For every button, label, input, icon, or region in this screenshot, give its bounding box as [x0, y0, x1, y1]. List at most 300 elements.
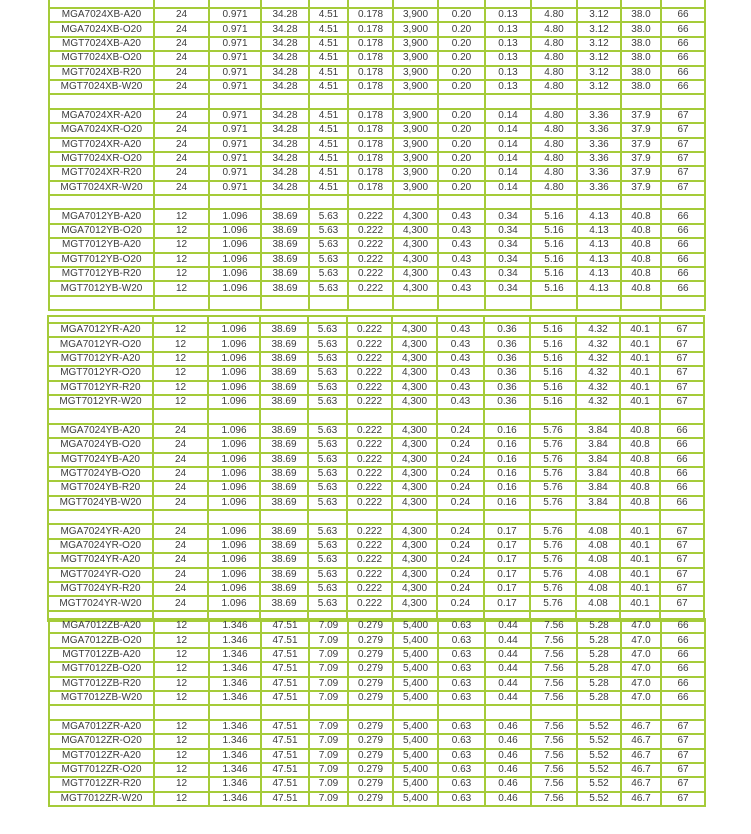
value-cell: 40.1	[620, 596, 660, 610]
value-cell: 3,900	[393, 109, 438, 123]
value-cell: 5.63	[308, 524, 347, 538]
value-cell: 1.346	[209, 734, 261, 748]
value-cell: 67	[661, 792, 705, 806]
part-number-cell: MGA7012ZB-A20	[49, 619, 154, 633]
blank-cell	[577, 296, 621, 310]
value-cell: 3.84	[576, 453, 620, 467]
blank-cell	[209, 296, 261, 310]
value-cell: 0.44	[485, 648, 531, 662]
value-cell: 38.69	[261, 253, 309, 267]
value-cell: 7.56	[531, 633, 577, 647]
value-cell: 7.56	[531, 792, 577, 806]
value-cell: 3.12	[577, 66, 621, 80]
value-cell: 38.69	[260, 352, 308, 366]
value-cell: 3.84	[576, 424, 620, 438]
value-cell: 0.24	[437, 553, 484, 567]
table-row	[48, 553, 704, 567]
value-cell: 5.76	[530, 553, 576, 567]
part-number-cell: MGT7012ZR-W20	[49, 792, 154, 806]
part-number-cell: MGT7024YR-O20	[48, 568, 153, 582]
part-number-cell: MGT7012YR-A20	[48, 352, 153, 366]
value-cell: 1.096	[208, 496, 260, 510]
value-cell: 5.16	[531, 224, 577, 238]
value-cell: 0.222	[347, 453, 392, 467]
value-cell: 0.178	[348, 152, 393, 166]
value-cell: 24	[153, 539, 208, 553]
value-cell: 1.346	[209, 633, 261, 647]
value-cell: 0.20	[438, 22, 485, 36]
value-cell: 47.0	[621, 691, 661, 705]
value-cell: 5.28	[577, 633, 621, 647]
value-cell: 4.32	[576, 352, 620, 366]
blank-cell	[154, 296, 209, 310]
value-cell: 0.222	[347, 366, 392, 380]
value-cell: 66	[661, 22, 705, 36]
value-cell: 67	[660, 568, 704, 582]
part-number-cell: MGT7024YB-A20	[48, 453, 153, 467]
value-cell: 7.09	[309, 720, 348, 734]
blank-cell	[530, 316, 576, 323]
value-cell: 66	[660, 438, 704, 452]
value-cell: 47.51	[261, 648, 309, 662]
value-cell: 1.346	[209, 691, 261, 705]
value-cell: 0.279	[348, 792, 393, 806]
value-cell: 0.17	[484, 582, 530, 596]
value-cell: 4.51	[309, 166, 348, 180]
part-number-cell: MGT7012ZB-R20	[49, 677, 154, 691]
table-row	[49, 66, 705, 80]
value-cell: 24	[153, 496, 208, 510]
part-number-cell: MGT7012YB-A20	[49, 238, 154, 252]
blank-cell	[393, 195, 438, 209]
value-cell: 0.20	[438, 152, 485, 166]
value-cell: 0.43	[438, 267, 485, 281]
value-cell: 1.096	[209, 267, 261, 281]
blank-cell	[661, 296, 705, 310]
value-cell: 5.63	[308, 596, 347, 610]
value-cell: 0.222	[348, 238, 393, 252]
value-cell: 1.096	[209, 281, 261, 295]
value-cell: 67	[661, 734, 705, 748]
table-row	[48, 539, 704, 553]
value-cell: 34.28	[261, 123, 309, 137]
value-cell: 0.63	[438, 619, 485, 633]
blank-cell	[438, 0, 485, 8]
value-cell: 0.14	[485, 166, 531, 180]
value-cell: 7.56	[531, 677, 577, 691]
value-cell: 24	[153, 524, 208, 538]
value-cell: 0.24	[437, 467, 484, 481]
value-cell: 4,300	[393, 281, 438, 295]
blank-cell	[484, 510, 530, 524]
value-cell: 5,400	[393, 691, 438, 705]
value-cell: 0.971	[209, 166, 261, 180]
value-cell: 34.28	[261, 37, 309, 51]
value-cell: 46.7	[621, 720, 661, 734]
blank-cell	[49, 296, 154, 310]
value-cell: 0.24	[437, 481, 484, 495]
blank-cell	[531, 195, 577, 209]
value-cell: 3.12	[577, 8, 621, 22]
part-number-cell: MGA7024YR-O20	[48, 539, 153, 553]
part-number-cell: MGT7024YR-W20	[48, 596, 153, 610]
value-cell: 7.09	[309, 763, 348, 777]
value-cell: 67	[660, 524, 704, 538]
value-cell: 0.34	[485, 238, 531, 252]
value-cell: 4.51	[309, 51, 348, 65]
value-cell: 7.09	[309, 691, 348, 705]
value-cell: 12	[154, 691, 209, 705]
value-cell: 47.51	[261, 777, 309, 791]
value-cell: 24	[154, 152, 209, 166]
value-cell: 0.46	[485, 792, 531, 806]
value-cell: 3.84	[576, 481, 620, 495]
value-cell: 40.8	[621, 209, 661, 223]
value-cell: 5,400	[393, 677, 438, 691]
blank-cell	[309, 705, 348, 719]
value-cell: 12	[153, 323, 208, 337]
value-cell: 38.69	[260, 539, 308, 553]
value-cell: 0.279	[348, 633, 393, 647]
value-cell: 47.0	[621, 662, 661, 676]
blank-cell	[577, 94, 621, 108]
value-cell: 5,400	[393, 619, 438, 633]
blank-cell	[621, 705, 661, 719]
value-cell: 4.51	[309, 22, 348, 36]
blank-cell	[309, 296, 348, 310]
value-cell: 66	[660, 424, 704, 438]
value-cell: 0.24	[437, 582, 484, 596]
value-cell: 4,300	[393, 224, 438, 238]
blank-cell	[153, 316, 208, 323]
value-cell: 0.24	[437, 496, 484, 510]
value-cell: 0.14	[485, 123, 531, 137]
value-cell: 7.09	[309, 677, 348, 691]
value-cell: 5.16	[530, 381, 576, 395]
value-cell: 4.13	[577, 224, 621, 238]
value-cell: 5.63	[308, 539, 347, 553]
blank-cell	[621, 195, 661, 209]
blank-cell	[260, 510, 308, 524]
value-cell: 7.56	[531, 619, 577, 633]
value-cell: 4.32	[576, 337, 620, 351]
value-cell: 38.0	[621, 51, 661, 65]
value-cell: 0.13	[485, 22, 531, 36]
blank-cell	[154, 705, 209, 719]
value-cell: 4.51	[309, 37, 348, 51]
value-cell: 0.222	[347, 467, 392, 481]
value-cell: 67	[660, 596, 704, 610]
blank-cell	[485, 296, 531, 310]
value-cell: 38.69	[260, 467, 308, 481]
value-cell: 24	[154, 22, 209, 36]
value-cell: 0.46	[485, 734, 531, 748]
table-row	[49, 662, 705, 676]
value-cell: 0.16	[484, 481, 530, 495]
value-cell: 12	[153, 366, 208, 380]
value-cell: 40.1	[620, 352, 660, 366]
value-cell: 0.36	[484, 337, 530, 351]
value-cell: 38.69	[260, 553, 308, 567]
value-cell: 5.63	[308, 395, 347, 409]
value-cell: 66	[661, 209, 705, 223]
value-cell: 38.0	[621, 80, 661, 94]
value-cell: 24	[154, 123, 209, 137]
value-cell: 0.222	[348, 281, 393, 295]
value-cell: 5.16	[530, 366, 576, 380]
value-cell: 4.32	[576, 395, 620, 409]
value-cell: 5.63	[308, 481, 347, 495]
value-cell: 0.971	[209, 123, 261, 137]
blank-cell	[309, 0, 348, 8]
table-row	[49, 22, 705, 36]
value-cell: 40.1	[620, 337, 660, 351]
value-cell: 1.346	[209, 648, 261, 662]
table-row	[48, 424, 704, 438]
value-cell: 0.178	[348, 80, 393, 94]
value-cell: 66	[660, 467, 704, 481]
value-cell: 1.096	[209, 209, 261, 223]
table-row	[48, 395, 704, 409]
table-row	[49, 267, 705, 281]
blank-cell	[484, 409, 530, 423]
value-cell: 0.43	[438, 224, 485, 238]
value-cell: 38.0	[621, 22, 661, 36]
table-row	[49, 677, 705, 691]
value-cell: 12	[154, 763, 209, 777]
part-number-cell: MGA7024YB-A20	[48, 424, 153, 438]
value-cell: 67	[660, 395, 704, 409]
value-cell: 7.09	[309, 619, 348, 633]
value-cell: 4,300	[392, 395, 437, 409]
value-cell: 4.08	[576, 553, 620, 567]
value-cell: 4,300	[392, 323, 437, 337]
value-cell: 4.08	[576, 568, 620, 582]
blank-cell	[660, 409, 704, 423]
value-cell: 0.222	[347, 553, 392, 567]
value-cell: 67	[661, 123, 705, 137]
value-cell: 67	[661, 138, 705, 152]
value-cell: 5.76	[530, 453, 576, 467]
part-number-cell: MGT7012YR-R20	[48, 381, 153, 395]
value-cell: 3,900	[393, 51, 438, 65]
value-cell: 5.63	[309, 281, 348, 295]
table-row	[49, 633, 705, 647]
value-cell: 0.46	[485, 720, 531, 734]
table-row	[49, 734, 705, 748]
value-cell: 24	[154, 8, 209, 22]
value-cell: 0.20	[438, 123, 485, 137]
value-cell: 0.20	[438, 80, 485, 94]
part-number-cell: MGT7012YR-O20	[48, 366, 153, 380]
value-cell: 67	[661, 777, 705, 791]
value-cell: 0.222	[347, 438, 392, 452]
value-cell: 0.20	[438, 109, 485, 123]
table-row	[49, 109, 705, 123]
value-cell: 4,300	[392, 366, 437, 380]
value-cell: 5.52	[577, 720, 621, 734]
value-cell: 5.76	[530, 481, 576, 495]
value-cell: 4,300	[392, 352, 437, 366]
part-number-cell: MGT7012ZR-O20	[49, 763, 154, 777]
value-cell: 4,300	[392, 424, 437, 438]
separator-row	[49, 296, 705, 310]
blank-cell	[261, 705, 309, 719]
value-cell: 3.36	[577, 152, 621, 166]
value-cell: 7.09	[309, 777, 348, 791]
value-cell: 24	[153, 596, 208, 610]
value-cell: 7.09	[309, 734, 348, 748]
value-cell: 0.43	[437, 366, 484, 380]
table-row	[49, 166, 705, 180]
value-cell: 46.7	[621, 734, 661, 748]
value-cell: 67	[661, 749, 705, 763]
value-cell: 3.36	[577, 109, 621, 123]
part-number-cell: MGT7024YB-O20	[48, 467, 153, 481]
value-cell: 66	[661, 662, 705, 676]
value-cell: 4,300	[393, 253, 438, 267]
table-row	[48, 352, 704, 366]
value-cell: 1.096	[208, 481, 260, 495]
value-cell: 37.9	[621, 109, 661, 123]
value-cell: 0.222	[347, 381, 392, 395]
table-row	[48, 596, 704, 610]
value-cell: 7.56	[531, 648, 577, 662]
value-cell: 12	[154, 777, 209, 791]
value-cell: 0.222	[347, 524, 392, 538]
part-number-cell: MGT7012ZR-R20	[49, 777, 154, 791]
value-cell: 4,300	[392, 337, 437, 351]
value-cell: 5.76	[530, 467, 576, 481]
part-number-cell: MGA7012YB-O20	[49, 224, 154, 238]
value-cell: 5.16	[530, 337, 576, 351]
value-cell: 1.096	[208, 453, 260, 467]
value-cell: 3.12	[577, 80, 621, 94]
value-cell: 1.346	[209, 677, 261, 691]
value-cell: 4.13	[577, 238, 621, 252]
value-cell: 0.222	[347, 596, 392, 610]
value-cell: 5.63	[308, 496, 347, 510]
value-cell: 12	[154, 224, 209, 238]
value-cell: 5.63	[308, 582, 347, 596]
value-cell: 34.28	[261, 8, 309, 22]
value-cell: 0.971	[209, 109, 261, 123]
value-cell: 12	[153, 337, 208, 351]
value-cell: 47.51	[261, 720, 309, 734]
value-cell: 38.69	[260, 395, 308, 409]
value-cell: 38.69	[261, 238, 309, 252]
value-cell: 0.222	[347, 337, 392, 351]
value-cell: 67	[660, 381, 704, 395]
blank-cell	[437, 316, 484, 323]
value-cell: 4.80	[531, 166, 577, 180]
value-cell: 46.7	[621, 763, 661, 777]
value-cell: 0.14	[485, 138, 531, 152]
value-cell: 4.13	[577, 281, 621, 295]
value-cell: 4,300	[392, 539, 437, 553]
table-row	[48, 366, 704, 380]
value-cell: 24	[153, 582, 208, 596]
value-cell: 0.63	[438, 633, 485, 647]
value-cell: 0.43	[438, 253, 485, 267]
blank-cell	[576, 510, 620, 524]
value-cell: 12	[154, 281, 209, 295]
value-cell: 0.34	[485, 224, 531, 238]
spec-table-section-3	[48, 618, 706, 807]
value-cell: 67	[660, 323, 704, 337]
blank-cell	[261, 296, 309, 310]
value-cell: 40.8	[621, 267, 661, 281]
value-cell: 0.13	[485, 8, 531, 22]
value-cell: 1.096	[208, 438, 260, 452]
value-cell: 0.44	[485, 677, 531, 691]
value-cell: 4,300	[392, 524, 437, 538]
value-cell: 5.28	[577, 662, 621, 676]
blank-cell	[347, 510, 392, 524]
value-cell: 67	[661, 109, 705, 123]
table-row	[48, 582, 704, 596]
value-cell: 1.346	[209, 777, 261, 791]
value-cell: 4.08	[576, 539, 620, 553]
value-cell: 37.9	[621, 138, 661, 152]
value-cell: 66	[661, 691, 705, 705]
value-cell: 0.13	[485, 37, 531, 51]
value-cell: 38.69	[260, 596, 308, 610]
table-row	[48, 524, 704, 538]
value-cell: 0.17	[484, 553, 530, 567]
blank-cell	[393, 296, 438, 310]
part-number-cell: MGT7012ZB-W20	[49, 691, 154, 705]
value-cell: 5.52	[577, 749, 621, 763]
value-cell: 0.971	[209, 37, 261, 51]
value-cell: 0.63	[438, 792, 485, 806]
value-cell: 1.096	[208, 395, 260, 409]
value-cell: 12	[153, 395, 208, 409]
value-cell: 7.56	[531, 734, 577, 748]
value-cell: 0.34	[485, 253, 531, 267]
value-cell: 24	[154, 66, 209, 80]
value-cell: 4.51	[309, 123, 348, 137]
value-cell: 24	[154, 138, 209, 152]
value-cell: 1.096	[208, 467, 260, 481]
value-cell: 0.63	[438, 763, 485, 777]
value-cell: 0.46	[485, 777, 531, 791]
value-cell: 0.20	[438, 66, 485, 80]
value-cell: 66	[661, 677, 705, 691]
value-cell: 0.63	[438, 734, 485, 748]
value-cell: 5,400	[393, 662, 438, 676]
value-cell: 38.69	[260, 453, 308, 467]
value-cell: 0.34	[485, 267, 531, 281]
blank-cell	[348, 296, 393, 310]
value-cell: 4.80	[531, 8, 577, 22]
table-row	[49, 209, 705, 223]
value-cell: 4.80	[531, 123, 577, 137]
part-number-cell: MGA7024XB-A20	[49, 8, 154, 22]
value-cell: 67	[660, 553, 704, 567]
value-cell: 4.80	[531, 80, 577, 94]
blank-cell	[485, 195, 531, 209]
blank-cell	[577, 705, 621, 719]
value-cell: 4.51	[309, 181, 348, 195]
value-cell: 4,300	[392, 453, 437, 467]
value-cell: 0.46	[485, 763, 531, 777]
value-cell: 0.36	[484, 366, 530, 380]
blank-cell	[620, 510, 660, 524]
value-cell: 12	[154, 209, 209, 223]
table-row	[49, 691, 705, 705]
value-cell: 40.1	[620, 568, 660, 582]
